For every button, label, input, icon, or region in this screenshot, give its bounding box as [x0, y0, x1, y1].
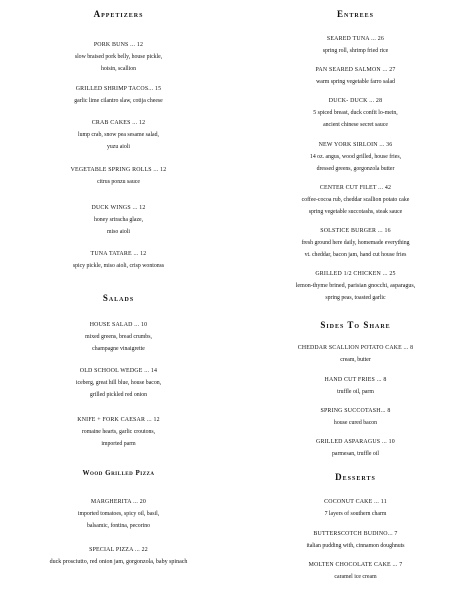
item-description: duck prosciutto, red onion jam, gorgonzola, baby spinach — [49, 559, 188, 565]
item-name: GRILLED ASPARAGUS ... 10 — [316, 439, 395, 445]
item-description: honey sriracha glaze, — [93, 217, 144, 223]
item-name: GRILLED SHRIMP TACOS... 15 — [75, 86, 162, 92]
salads-heading: Salads — [102, 293, 135, 303]
item-description: yuzu aioli — [106, 143, 131, 150]
item-description: fresh ground here daily, homemade everything — [301, 240, 410, 246]
item-name: CENTER CUT FILET ... 42 — [319, 185, 392, 191]
item-description: mixed greens, bread crumbs, — [85, 334, 152, 340]
item-name: VEGETABLE SPRING ROLLS ... 12 — [70, 167, 167, 173]
item-description: iceberg, great hill blue, house bacon, — [75, 380, 162, 386]
item-name: PORK BUNS ... 12 — [93, 42, 144, 48]
item-description: house cured bacon — [333, 420, 378, 426]
item-description: 7 layers of southern charm — [324, 511, 387, 517]
item-name: MOLTEN CHOCOLATE CAKE ... 7 — [308, 562, 403, 568]
item-name: TUNA TATARE ... 12 — [90, 251, 147, 257]
item-description: warm spring vegetable farro salad — [316, 79, 395, 85]
item-name: BUTTERSCOTCH BUDINO... 7 — [313, 531, 398, 537]
desserts-heading: Desserts — [335, 472, 376, 482]
menu-item-asparagus — [237, 435, 474, 461]
item-description: balsamic, fontina, pecorino — [86, 522, 151, 529]
menu-item-molten-cake — [237, 558, 474, 584]
item-name: SOLSTICE BURGER ... 16 — [320, 228, 391, 234]
item-name: MARGHERITA ... 20 — [90, 499, 147, 505]
item-description: dressed greens, gorgonzola butter — [316, 165, 395, 172]
menu-item-salmon — [237, 63, 474, 89]
menu-item-potato-cake — [237, 341, 474, 367]
item-description: caramel ice cream — [334, 574, 377, 580]
item-name: DUCK WINGS ... 12 — [91, 205, 146, 211]
item-description: truffle oil, parm — [337, 389, 374, 395]
pizza-heading: Wood Grilled Pizza — [82, 469, 155, 477]
menu-item-succotash — [237, 404, 474, 430]
item-description: slow braised pork belly, house pickle, — [74, 54, 163, 60]
item-name: CHEDDAR SCALLION POTATO CAKE ... 8 — [297, 345, 414, 351]
item-description: italian pudding with, cinnamon doughnuts — [306, 543, 405, 549]
item-name: NEW YORK SIRLOIN ... 36 — [318, 142, 393, 148]
menu-item-budino — [237, 527, 474, 553]
menu-item-duck-duck — [237, 94, 474, 131]
appetizers-heading: Appetizers — [93, 9, 144, 19]
menu-item-seared-tuna — [237, 32, 474, 58]
item-name: HOUSE SALAD ... 10 — [89, 322, 148, 328]
sides-heading: Sides To Share — [320, 320, 391, 330]
item-name: GRILLED 1/2 CHICKEN ... 25 — [315, 271, 396, 277]
item-description: romaine hearts, garlic croutons, — [81, 429, 156, 435]
item-name: PAN SEARED SALMON ... 27 — [315, 67, 396, 73]
item-description: miso aioli — [106, 228, 131, 235]
item-description: cream, butter — [340, 357, 371, 363]
item-name: DUCK- DUCK ... 28 — [328, 98, 383, 104]
item-description: hoisin, scallion — [100, 65, 137, 72]
menu-item-old-school-wedge — [0, 364, 237, 401]
menu-item-fries — [237, 373, 474, 399]
menu-item-shrimp-tacos — [0, 82, 237, 108]
item-description: imported parm — [101, 440, 136, 447]
item-name: OLD SCHOOL WEDGE ... 14 — [79, 368, 158, 374]
menu-item-burger — [237, 224, 474, 261]
item-name: CRAB CAKES ... 12 — [91, 120, 146, 126]
menu-item-special-pizza — [0, 543, 237, 569]
menu-item-house-salad — [0, 318, 237, 355]
entrees-heading: Entrees — [336, 9, 374, 19]
item-description: spring vegetable succotashs, steak sauce — [308, 208, 403, 215]
item-description: citrus ponzu sauce — [97, 179, 140, 185]
menu-item-filet — [237, 181, 474, 218]
item-description: spring peas, toasted garlic — [325, 294, 386, 301]
item-name: COCONUT CAKE ... 11 — [324, 499, 387, 505]
item-description: coffee-cocoa rub, cheddar scallion potato cake — [301, 197, 410, 203]
item-description: spicy pickle, miso aioli, crisp wontonss — [72, 263, 165, 269]
menu-item-crab-cakes — [0, 116, 237, 153]
menu-item-spring-rolls — [0, 163, 237, 189]
item-description: parmesan, truffle oil — [331, 451, 380, 457]
item-description: champagne vinaigrette — [92, 345, 145, 352]
item-name: HAND CUT FRIES ... 8 — [324, 377, 387, 383]
menu-item-margherita — [0, 495, 237, 532]
item-name: SPECIAL PIZZA ... 22 — [89, 547, 148, 553]
menu-item-chicken — [237, 267, 474, 304]
menu-item-pork-buns — [0, 38, 237, 75]
menu-item-caesar — [0, 413, 237, 450]
item-description: imported tomatoes, spicy oil, basil, — [77, 511, 160, 517]
item-name: SPRING SUCCOTASH... 8 — [320, 408, 391, 414]
item-name: SEARED TUNA ... 26 — [326, 36, 385, 42]
item-description: lemon-thyme brined, parisian gnocchi, asparagus, — [295, 283, 416, 289]
item-description: ancient chinese secret sauce — [323, 121, 388, 128]
item-description: grilled pickled red onion — [89, 391, 148, 398]
item-description: 14 oz. angus, wood grilled, house fries, — [309, 154, 402, 160]
item-description: vt. cheddar, bacon jam, hand cut house fries — [304, 251, 407, 258]
item-description: lump crab, snow pea sesame salad, — [78, 132, 159, 138]
menu-item-tuna-tatare — [0, 247, 237, 273]
item-description: garlic lime cilantro slaw, cotija cheese — [74, 98, 163, 104]
menu-item-coconut-cake — [237, 495, 474, 521]
menu-item-ny-sirloin — [237, 138, 474, 175]
item-description: 5 spiced breast, duck confit lo-mein, — [313, 110, 398, 116]
menu-item-duck-wings — [0, 201, 237, 238]
item-description: spring roll, shrimp fried rice — [322, 48, 389, 54]
item-name: KNIFE + FORK CAESAR ... 12 — [77, 417, 160, 423]
